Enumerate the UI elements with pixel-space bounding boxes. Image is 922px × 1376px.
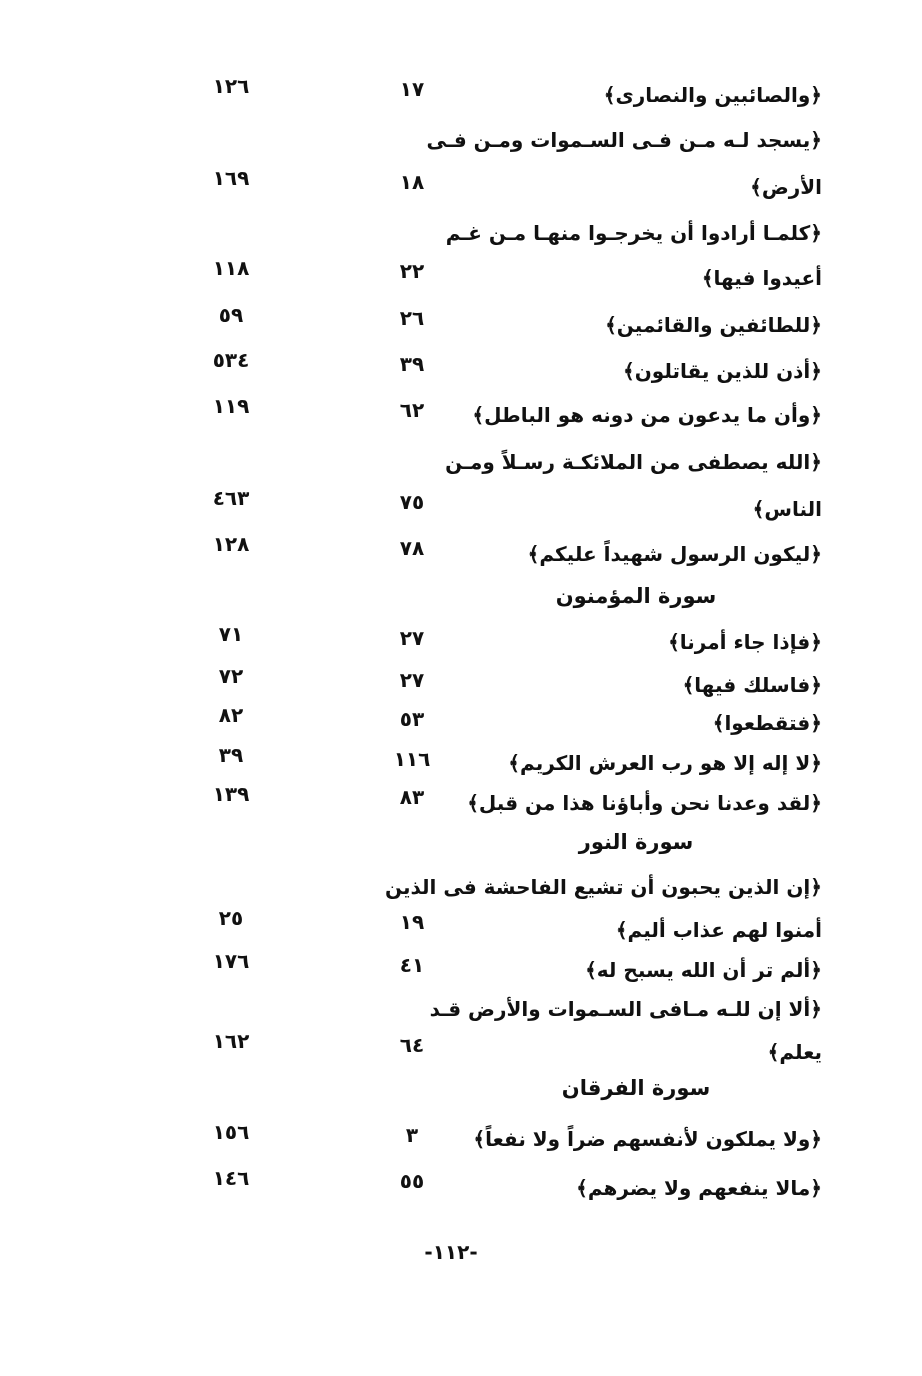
verse-text: ﴿فاسلك فيها﴾ <box>682 673 822 697</box>
ayah-number: ١٨ <box>399 170 425 194</box>
ayah-number: ٥٥ <box>399 1169 425 1193</box>
page-reference: ١٥٦ <box>212 1120 250 1144</box>
verse-text: ﴿إن الذين يحبون أن تشيع الفاحشة فى الذين <box>384 875 822 899</box>
verse-text: ﴿الله يصطفى من الملائكـة رسـلاً ومـن <box>445 450 822 474</box>
verse-text: ﴿ألم تر أن الله يسبح له﴾ <box>585 958 822 982</box>
verse-text: ﴿ليكون الرسول شهيداً عليكم﴾ <box>527 542 822 566</box>
ayah-number: ٥٣ <box>399 707 425 731</box>
page-reference: ٤٦٣ <box>212 486 250 510</box>
verse-text: أعيدوا فيها﴾ <box>701 266 822 290</box>
ayah-number: ١٧ <box>399 77 425 101</box>
verse-text: ﴿ألا إن للـه مـافى السـموات والأرض قـد <box>429 997 822 1021</box>
ayah-number: ٢٧ <box>399 668 425 692</box>
surah-heading: سورة المؤمنون <box>555 584 717 608</box>
verse-text: ﴿لا إله إلا هو رب العرش الكريم﴾ <box>508 751 822 775</box>
verse-text: ﴿أذن للذين يقاتلون﴾ <box>623 359 822 383</box>
verse-text: ﴿وأن ما يدعون من دونه هو الباطل﴾ <box>472 403 822 427</box>
ayah-number: ٧٨ <box>399 536 425 560</box>
ayah-number: ١١٦ <box>393 747 431 771</box>
ayah-number: ٤١ <box>399 953 425 977</box>
page-number: -١١٢- <box>424 1240 478 1264</box>
page-reference: ٨٢ <box>218 703 244 727</box>
ayah-number: ٣٩ <box>399 352 425 376</box>
page-reference: ١٦٩ <box>212 166 250 190</box>
ayah-number: ٦٢ <box>399 398 425 422</box>
page-reference: ١٢٨ <box>212 532 250 556</box>
ayah-number: ١٩ <box>399 910 425 934</box>
verse-text: أمنوا لهم عذاب أليم﴾ <box>615 918 822 942</box>
verse-text: ﴿للطائفين والقائمين﴾ <box>605 313 822 337</box>
verse-text: الناس﴾ <box>752 497 822 521</box>
ayah-number: ٢٢ <box>399 259 425 283</box>
page-reference: ٧٢ <box>218 664 244 688</box>
page-reference: ٣٩ <box>218 743 244 767</box>
verse-text: ﴿والصائبين والنصارى﴾ <box>603 83 822 107</box>
verse-text: ﴿ولا يملكون لأنفسهم ضراً ولا نفعاً﴾ <box>473 1127 822 1151</box>
page-reference: ١٦٢ <box>212 1029 250 1053</box>
verse-text: يعلم﴾ <box>767 1040 822 1064</box>
page-reference: ٥٣٤ <box>212 348 250 372</box>
ayah-number: ٧٥ <box>399 490 425 514</box>
page-reference: ١١٨ <box>212 256 250 280</box>
verse-text: ﴿كلمـا أرادوا أن يخرجـوا منهـا مـن غـم <box>445 221 822 245</box>
page-reference: ٥٩ <box>218 303 244 327</box>
verse-text: ﴿لقد وعدنا نحن وأباؤنا هذا من قبل﴾ <box>467 791 822 815</box>
page-reference: ٧١ <box>218 622 244 646</box>
verse-text: ﴿فإذا جاء أمرنا﴾ <box>668 630 822 654</box>
surah-heading: سورة الفرقان <box>561 1076 711 1100</box>
page-reference: ١٧٦ <box>212 949 250 973</box>
page-reference: ١١٩ <box>212 394 250 418</box>
verse-text: ﴿فتقطعوا﴾ <box>712 711 822 735</box>
surah-heading: سورة النور <box>578 830 694 854</box>
ayah-number: ٨٣ <box>399 785 425 809</box>
page-reference: ٢٥ <box>218 906 244 930</box>
verse-text: ﴿مالا ينفعهم ولا يضرهم﴾ <box>576 1176 822 1200</box>
verse-text: الأرض﴾ <box>750 175 822 199</box>
ayah-number: ٦٤ <box>399 1033 425 1057</box>
ayah-number: ٢٦ <box>399 306 425 330</box>
page-reference: ١٣٩ <box>212 782 250 806</box>
ayah-number: ٢٧ <box>399 626 425 650</box>
page-reference: ١٢٦ <box>212 74 250 98</box>
page-reference: ١٤٦ <box>212 1166 250 1190</box>
ayah-number: ٣ <box>405 1123 419 1147</box>
verse-text: ﴿يسجد لـه مـن فـى السـموات ومـن فـى <box>426 128 822 152</box>
